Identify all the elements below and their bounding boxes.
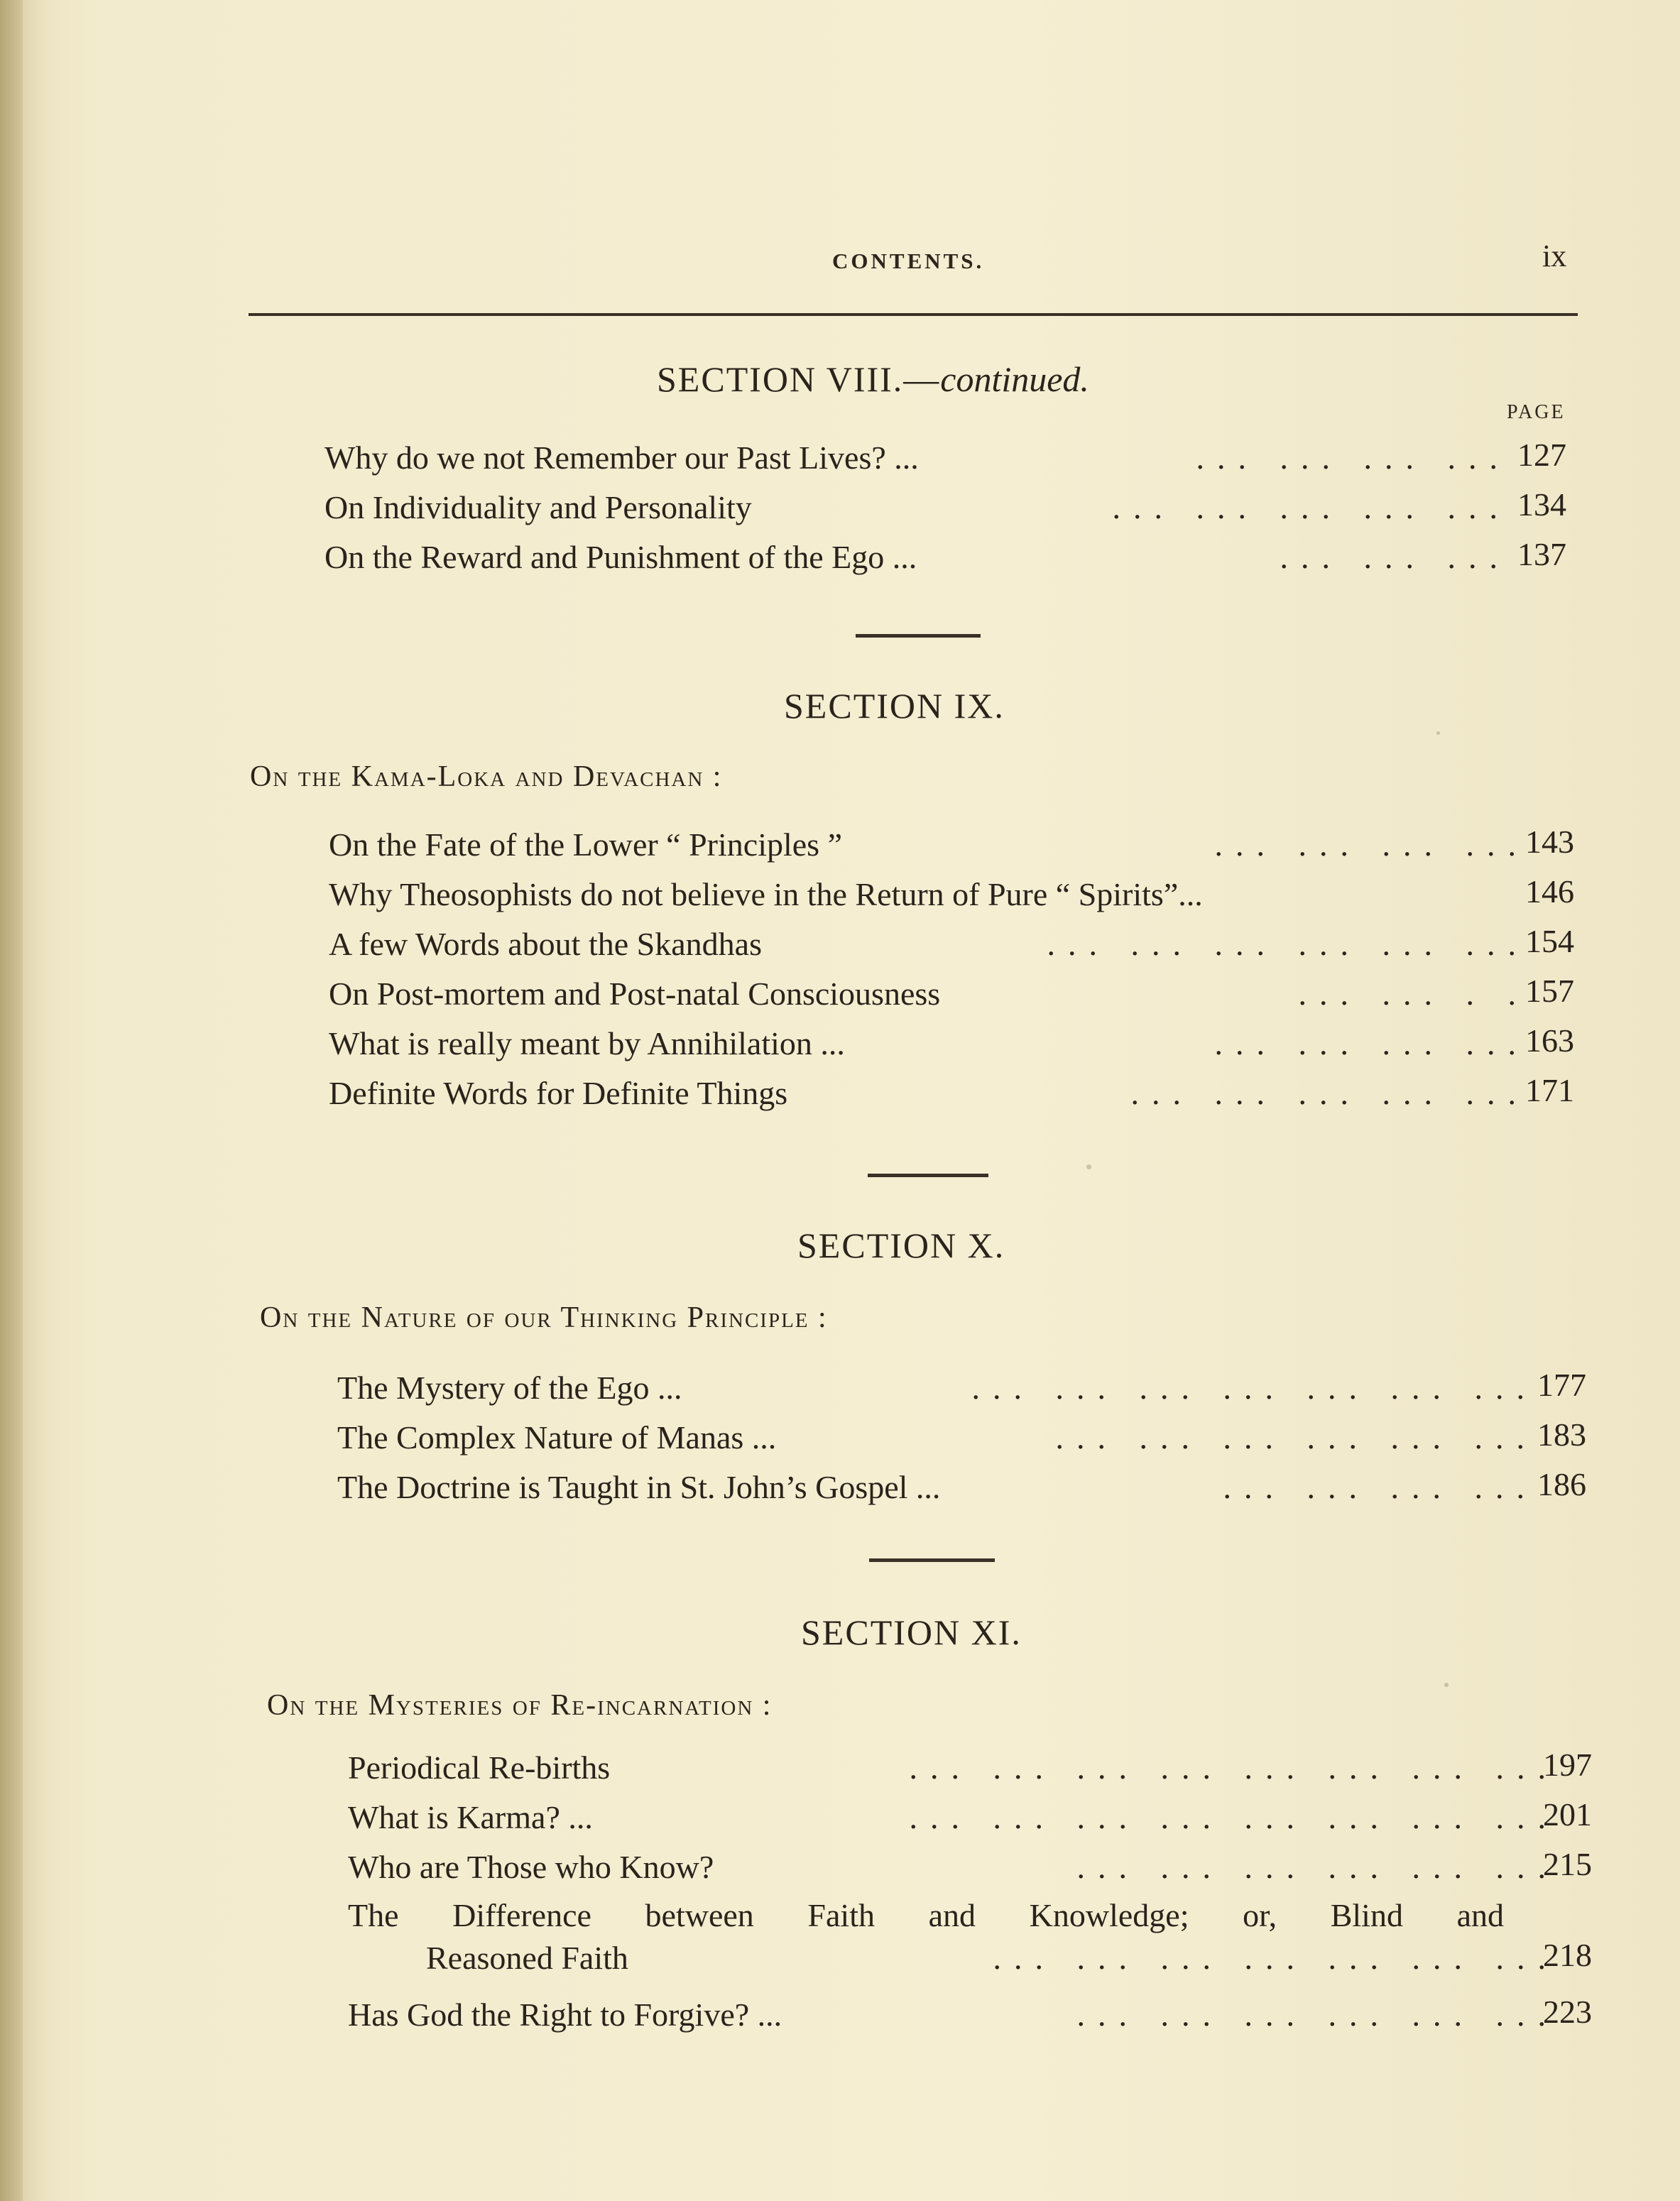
toc-entry[interactable]: The Doctrine is Taught in St. John’s Gospel ... ... ... ... ... 186 xyxy=(337,1466,1586,1505)
section-divider xyxy=(869,1558,995,1562)
section-x-subhead: On the Nature of our Thinking Principle : xyxy=(260,1301,828,1334)
paper-speck xyxy=(1086,1164,1091,1169)
section-xi-subhead: On the Mysteries of Re-incarnation : xyxy=(267,1689,773,1722)
toc-entry[interactable]: A few Words about the Skandhas ... ... ... ... ... ... 154 xyxy=(329,923,1574,962)
toc-entry[interactable]: Why do we not Remember our Past Lives? ... ... ... ... ... 127 xyxy=(324,437,1566,476)
toc-entry[interactable]: What is really meant by Annihilation ... ... ... ... ... 163 xyxy=(329,1022,1574,1061)
toc-entry[interactable]: What is Karma? ... ... ... ... ... ... ... ... ... 201 xyxy=(348,1796,1592,1835)
page-column-label: PAGE xyxy=(1507,401,1566,423)
toc-entry[interactable]: Why Theosophists do not believe in the Return of Pure “ Spirits”... 146 xyxy=(329,873,1574,912)
toc-entry[interactable]: On the Reward and Punishment of the Ego ... ... ... ... 137 xyxy=(324,536,1566,575)
section-ix-title: SECTION IX. xyxy=(784,686,1005,726)
toc-entry[interactable]: Has God the Right to Forgive? ... ... ... ... ... ... ... 223 xyxy=(348,1994,1592,2033)
paper-speck xyxy=(1444,1683,1449,1687)
header-rule xyxy=(249,313,1578,316)
toc-entry[interactable]: On the Fate of the Lower “ Principles ” ... ... ... ... 143 xyxy=(329,824,1574,863)
toc-entry[interactable]: Who are Those who Know? ... ... ... ... ... ... 215 xyxy=(348,1846,1592,1885)
section-xi-title: SECTION XI. xyxy=(801,1612,1022,1652)
page-number: ix xyxy=(1542,239,1567,273)
section-divider xyxy=(856,634,981,638)
page-gutter xyxy=(0,0,23,2201)
toc-entry[interactable]: On Individuality and Personality ... ... ... ... ... 134 xyxy=(324,486,1566,525)
section-x-title: SECTION X. xyxy=(797,1225,1005,1265)
toc-entry[interactable]: The Mystery of the Ego ... ... ... ... ... ... ... ... 177 xyxy=(337,1367,1586,1406)
toc-entry[interactable]: The Difference between Faith and Knowledge; or, Blind and Reasoned Faith ... ... ... ... ... ... ... 218 xyxy=(348,1897,1592,1976)
section-ix-subhead: On the Kama-Loka and Devachan : xyxy=(250,760,723,793)
section-divider xyxy=(868,1174,988,1177)
toc-entry[interactable]: On Post-mortem and Post-natal Consciousness . . ... ... 157 xyxy=(329,973,1574,1012)
toc-entry[interactable]: Definite Words for Definite Things ... ... ... ... ... 171 xyxy=(329,1072,1574,1111)
running-head: CONTENTS. xyxy=(832,248,985,273)
paper-speck xyxy=(1436,731,1440,735)
section-viii-title: SECTION VIII.—continued. xyxy=(657,359,1089,399)
toc-entry[interactable]: The Complex Nature of Manas ... ... ... ... ... ... ... 183 xyxy=(337,1416,1586,1456)
toc-entry[interactable]: Periodical Re-births ... ... ... ... ... ... ... ... 197 xyxy=(348,1747,1592,1786)
